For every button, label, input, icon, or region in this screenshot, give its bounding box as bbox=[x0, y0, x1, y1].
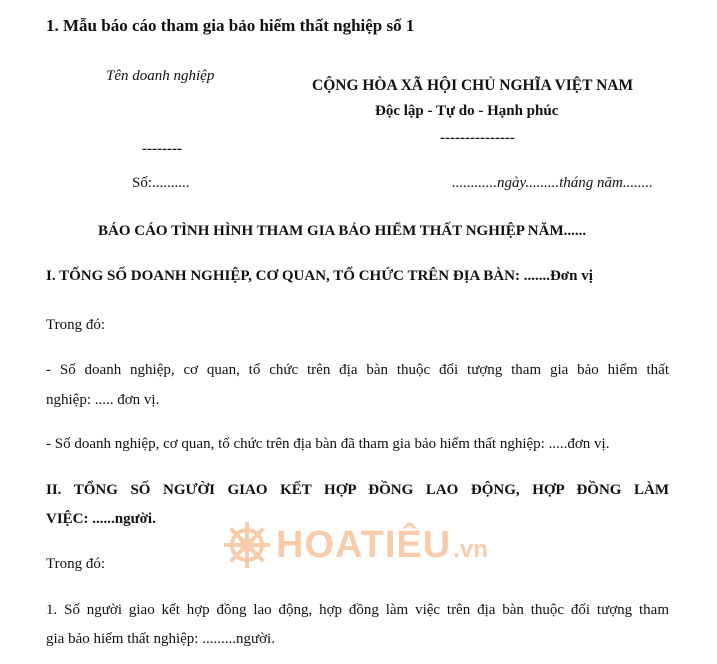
motto-rule: --------------- bbox=[440, 130, 515, 146]
document-number: Số:.......... bbox=[132, 175, 190, 191]
national-motto: Độc lập - Tự do - Hạnh phúc bbox=[375, 103, 559, 119]
section1-item2: - Số doanh nghiệp, cơ quan, tổ chức trên địa bàn đã tham gia bảo hiểm thất nghiệp: .....đơn vị. bbox=[46, 436, 610, 452]
company-label: Tên doanh nghiệp bbox=[106, 68, 215, 84]
company-rule: -------- bbox=[142, 141, 182, 157]
section2-item1-line1: 1. Số người giao kết hợp đồng lao động, hợp đồng làm việc trên địa bàn thuộc đối tượng tham bbox=[46, 602, 669, 618]
date-line: ............ngày.........tháng năm........ bbox=[452, 175, 653, 191]
section2-item1-line2: gia bảo hiểm thất nghiệp: .........người. bbox=[46, 631, 275, 647]
page-heading: 1. Mẫu báo cáo tham gia bảo hiểm thất nghiệp số 1 bbox=[46, 16, 415, 35]
watermark-suffix: .vn bbox=[453, 536, 488, 563]
section2-intro: Trong đó: bbox=[46, 556, 106, 572]
section1-item1-line2: nghiệp: ..... đơn vị. bbox=[46, 392, 160, 408]
section2-title-line2: VIỆC: ......người. bbox=[46, 511, 156, 527]
republic-name: CỘNG HÒA XÃ HỘI CHỦ NGHĨA VIỆT NAM bbox=[312, 77, 634, 94]
section1-item1-line1: - Số doanh nghiệp, cơ quan, tổ chức trên địa bàn thuộc đối tượng tham gia bảo hiểm thất bbox=[46, 362, 669, 378]
ship-wheel-icon bbox=[222, 520, 272, 570]
section1-intro: Trong đó: bbox=[46, 317, 106, 333]
report-title: BÁO CÁO TÌNH HÌNH THAM GIA BẢO HIỂM THẤT NGHIỆP NĂM...... bbox=[98, 223, 587, 239]
section2-title-line1: II. TỔNG SỐ NGƯỜI GIAO KẾT HỢP ĐỒNG LAO ĐỘNG, HỢP ĐỒNG LÀM bbox=[46, 482, 669, 498]
watermark-brand: HOATIÊU bbox=[276, 523, 452, 566]
watermark bbox=[222, 520, 488, 570]
section1-title: I. TỔNG SỐ DOANH NGHIỆP, CƠ QUAN, TỔ CHỨC TRÊN ĐỊA BÀN: .......Đơn vị bbox=[46, 268, 593, 284]
